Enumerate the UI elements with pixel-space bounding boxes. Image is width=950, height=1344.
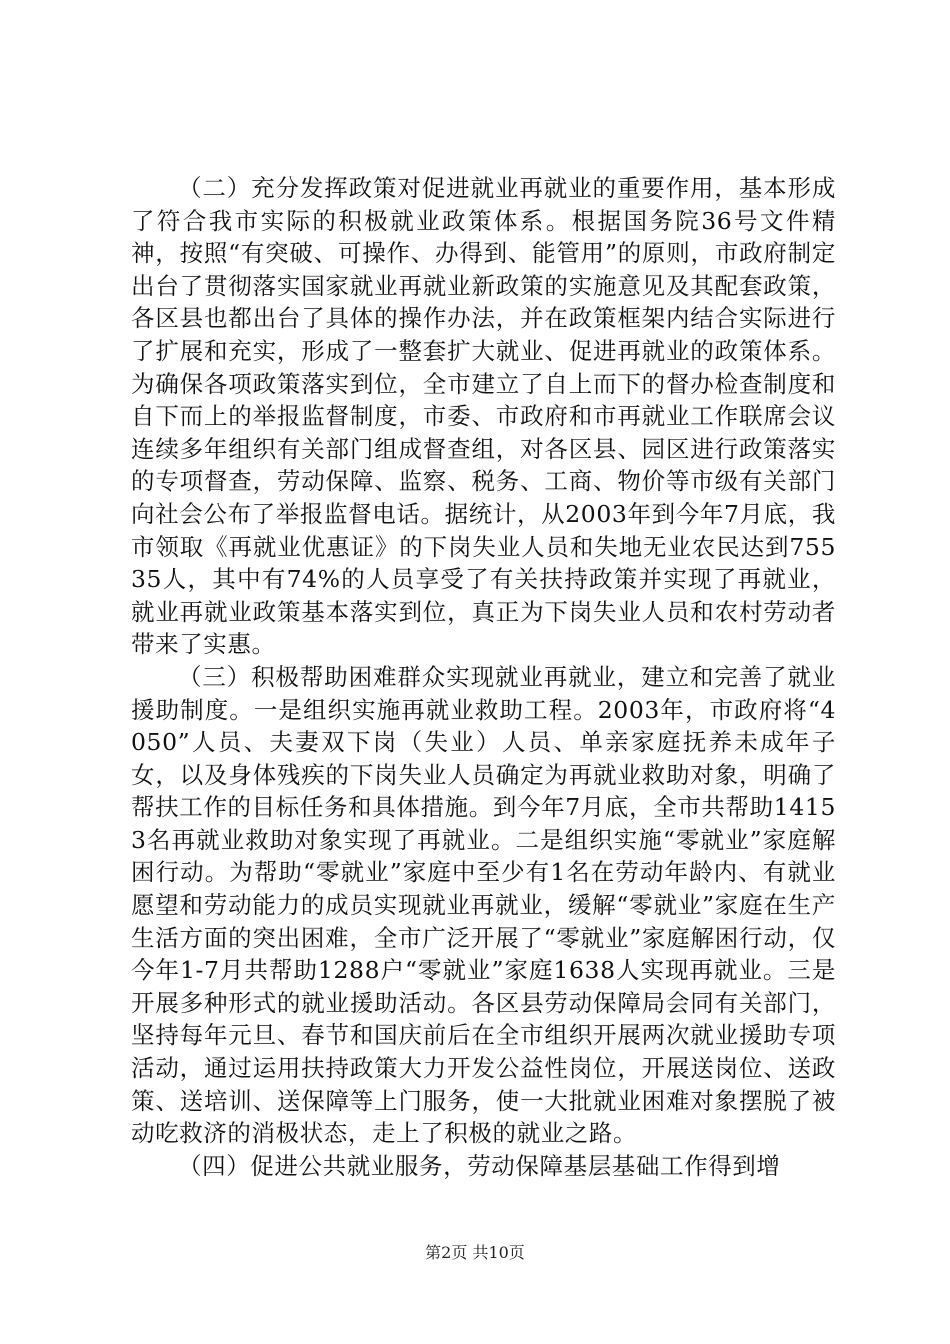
paragraph-section-4: （四）促进公共就业服务，劳动保障基层基础工作得到增 [178, 1151, 781, 1180]
paragraph-section-3: （三）积极帮助困难群众实现就业再就业，建立和完善了就业援助制度。一是组织实施再就业救助工程。2003年，市政府将“4050”人员、夫妻双下岗（失业）人员、单亲家庭抚养未成年子女，以及身体残疾的下岗失业人员确定为再就业救助对象，明确了帮扶工作的目标任务和具体措施。到今年7月底，全市共帮助14153名再就业救助对象实现了再就业。二是组织实施“零就业”家庭解困行动。为帮助“零就业”家庭中至少有1名在劳动年龄内、有就业愿望和劳动能力的成员实现就业再就业，缓解“零就业”家庭在生产生活方面的突出困难，全市广泛开展了“零就业”家庭解困行动，仅今年1-7月共帮助1288户“零就业”家庭1638人实现再就业。三是开展多种形式的就业援助活动。各区县劳动保障局会同有关部门，坚持每年元旦、春节和国庆前后在全市组织开展两次就业援助专项活动，通过运用扶持政策大力开发公益性岗位，开展送岗位、送政策、送培训、送保障等上门服务，使一大批就业困难对象摆脱了被动吃救济的消极状态，走上了积极的就业之路。 [131, 662, 836, 1148]
paragraph-section-2: （二）充分发挥政策对促进就业再就业的重要作用，基本形成了符合我市实际的积极就业政策体系。根据国务院36号文件精神，按照“有突破、可操作、办得到、能管用”的原则，市政府制定出台了贯彻落实国家就业再就业新政策的实施意见及其配套政策，各区县也都出台了具体的操作办法，并在政策框架内结合实际进行了扩展和充实，形成了一整套扩大就业、促进再就业的政策体系。为确保各项政策落实到位，全市建立了自上而下的督办检查制度和自下而上的举报监督制度，市委、市政府和市再就业工作联席会议连续多年组织有关部门组成督查组，对各区县、园区进行政策落实的专项督查，劳动保障、监察、税务、工商、物价等市级有关部门向社会公布了举报监督电话。据统计，从2003年到今年7月底，我市领取《再就业优惠证》的下岗失业人员和失地无业农民达到75535人，其中有74%的人员享受了有关扶持政策并实现了再就业，就业再就业政策基本落实到位，真正为下岗失业人员和农村劳动者带来了实惠。 [131, 174, 836, 659]
document-body [131, 172, 836, 1182]
page-number-footer: 第2页 共10页 [425, 1243, 525, 1262]
